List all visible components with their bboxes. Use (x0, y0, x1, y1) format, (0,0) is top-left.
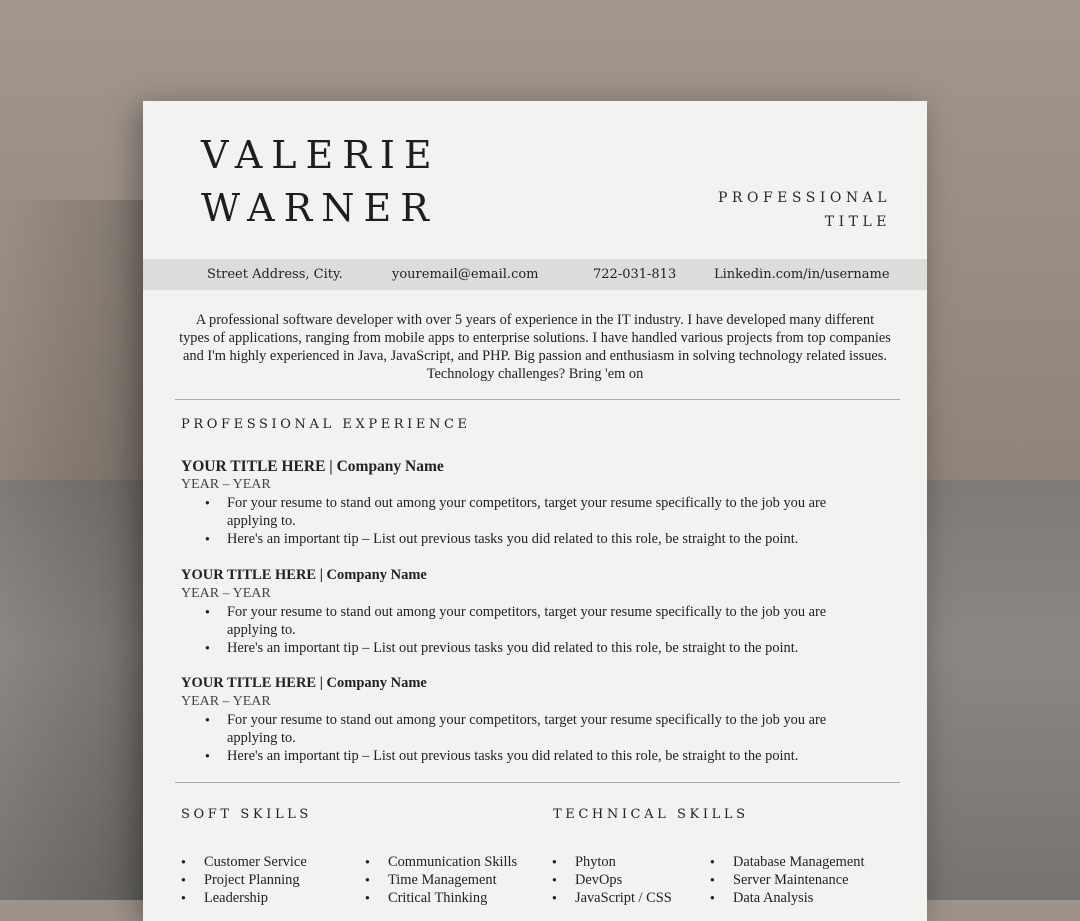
skill-item: ● DevOps (552, 871, 672, 889)
contact-address: Street Address, City. (207, 267, 343, 282)
technical-skills-list (552, 853, 672, 907)
contact-linkedin: Linkedin.com/in/username (714, 267, 890, 282)
job-bullet: ● For your resume to stand out among your competitors, target your resume specifically to the job you are applying to. (227, 711, 881, 747)
job-bullet: ● Here's an important tip – List out previous tasks you did related to this role, be straight to the point. (227, 639, 881, 657)
job-title: YOUR TITLE HERE | Company Name (181, 675, 427, 691)
soft-skills-list (365, 853, 517, 907)
job-entry (181, 674, 881, 765)
skill-item: ● Project Planning (181, 871, 307, 889)
name-first: VALERIE (201, 133, 441, 177)
job-years: YEAR – YEAR (181, 477, 271, 492)
job-bullet: ● For your resume to stand out among your competitors, target your resume specifically to the job you are applying to. (227, 603, 881, 639)
job-bullets (181, 494, 881, 548)
skill-item: ● Critical Thinking (365, 889, 517, 907)
candidate-name (201, 129, 441, 235)
paper-shadow (0, 200, 150, 900)
skill-item: ● Data Analysis (710, 889, 864, 907)
technical-skills-list (710, 853, 864, 907)
job-years: YEAR – YEAR (181, 586, 271, 601)
job-years: YEAR – YEAR (181, 694, 271, 709)
skill-item: ● Leadership (181, 889, 307, 907)
profile-summary: A professional software developer with over 5 years of experience in the IT industry. I have developed many different types of applications, ranging from mobile apps to enterprise solutions. I have handled various projects from top companies and I'm highly experienced in Java, JavaScript, and PHP. Big passion and enthusiasm in solving technology related issues. Technology challenges? Bring 'em on (179, 312, 891, 382)
resume-page (143, 101, 927, 921)
job-entry (181, 566, 881, 657)
skill-item: ● Time Management (365, 871, 517, 889)
contact-phone: 722-031-813 (593, 267, 677, 282)
skill-item: ● Communication Skills (365, 853, 517, 871)
divider (175, 782, 900, 783)
skill-item: ● Phyton (552, 853, 672, 871)
job-bullets (181, 711, 881, 765)
technical-skills-heading: TECHNICAL SKILLS (553, 807, 749, 822)
skill-item: ● Customer Service (181, 853, 307, 871)
soft-skills-list (181, 853, 307, 907)
name-last: WARNER (201, 186, 438, 230)
job-bullets (181, 603, 881, 657)
contact-bar (143, 259, 927, 290)
skill-item: ● Database Management (710, 853, 864, 871)
skill-item: ● JavaScript / CSS (552, 889, 672, 907)
job-bullet: ● For your resume to stand out among your competitors, target your resume specifically to the job you are applying to. (227, 494, 881, 530)
professional-title (718, 186, 891, 234)
soft-skills-heading: SOFT SKILLS (181, 807, 312, 822)
job-title: YOUR TITLE HERE | Company Name (181, 567, 427, 583)
job-bullet: ● Here's an important tip – List out previous tasks you did related to this role, be straight to the point. (227, 530, 881, 548)
professional-title-line2: TITLE (824, 214, 891, 230)
job-title: YOUR TITLE HERE | Company Name (181, 458, 444, 475)
skill-item: ● Server Maintenance (710, 871, 864, 889)
contact-email: youremail@email.com (392, 267, 539, 282)
job-entry (181, 457, 881, 548)
professional-title-line1: PROFESSIONAL (718, 190, 891, 206)
job-bullet: ● Here's an important tip – List out previous tasks you did related to this role, be straight to the point. (227, 747, 881, 765)
experience-heading: PROFESSIONAL EXPERIENCE (181, 417, 471, 432)
divider (175, 399, 900, 400)
